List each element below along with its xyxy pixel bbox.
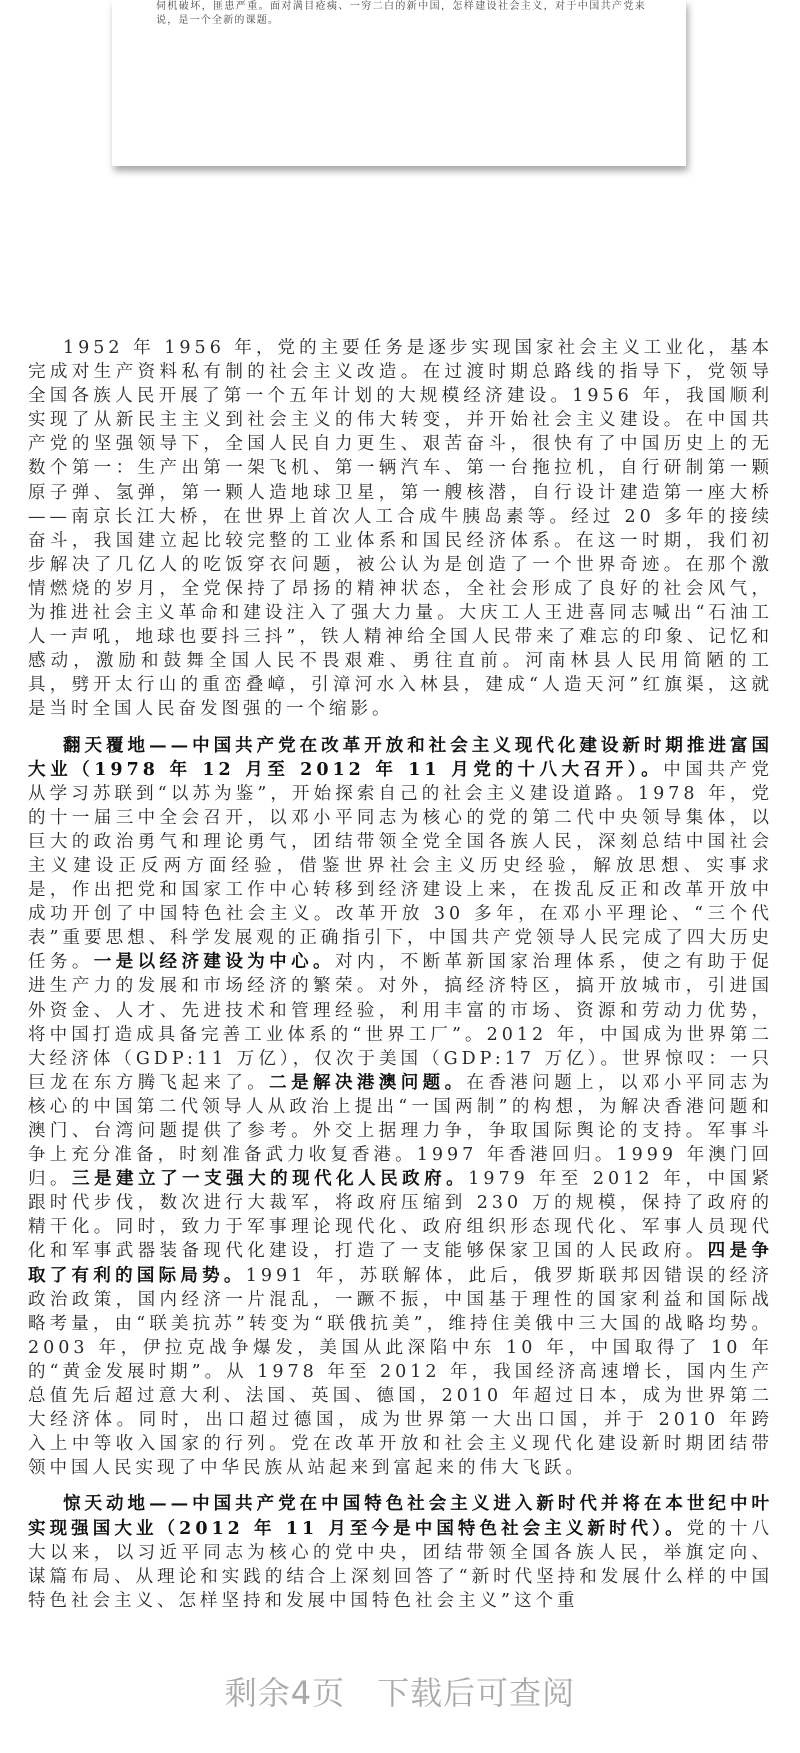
download-action-label: 下载后可查阅 bbox=[377, 1673, 576, 1712]
paragraph-text: 中国共产党从学习苏联到“以苏为鉴”，开始探索自己的社会主义建设道路。1978 年，党的十一届三中全会召开，以邓小平同志为核心的党的第二代中央领导集体，以巨大的政治勇气和理论勇气，团结带领全党全国各族人民，深刻总结中国社会主义建设正反两方面经验，借鉴世界社会主义历史经验，解放思想、实事求是，作出把党和国家工作中心转移到经济建设上来，在拨乱反正和改革开放中成功开创了中国特色社会主义。改革开放 30 多年，在邓小平理论、“三个代表”重要思想、科学发展观的正确指引下，中国共产党领导人民完成了四大历史任务。 bbox=[28, 759, 774, 973]
task-heading-3: 三是建立了一支强大的现代化人民政府。 bbox=[72, 1169, 469, 1190]
paragraph-text: 1991 年，苏联解体，此后，俄罗斯联邦因错误的经济政治政策，国内经济一片混乱，一蹶不振，中国基于理性的国家利益和国际战略考量，由“联美抗苏”转变为“联俄抗美”，维持住美俄中三大国的战略均势。2003 年，伊拉克战争爆发，美国从此深陷中东 10 年，中国取得了 10 年的“黄金发展时期”。从 1978 年至 2012 年，我国经济高速增长，国内生产总值先后超过意大利、法国、英国、德国，2010 年超过日本，成为世界第二大经济体。同时，出口超过德国，成为世界第一大出口国，并于 2010 年跨入上中等收入国家的行列。党在改革开放和社会主义现代化建设新时期团结带领中国人民实现了中华民族从站起来到富起来的伟大飞跃。 bbox=[28, 1265, 773, 1479]
paragraph-text: 1952 年 1956 年，党的主要任务是逐步实现国家社会主义工业化，基本完成对生产资料私有制的社会主义改造。在过渡时期总路线的指导下，党领导全国各族人民开展了第一个五年计划的大规模经济建设。1956 年，我国顺利实现了从新民主主义到社会主义的伟大转变，并开始社会主义建设。在中国共产党的坚强领导下，全国人民自力更生、艰苦奋斗，很快有了中国历史上的无数个第一：生产出第一架飞机、第一辆汽车、第一台拖拉机，自行研制第一颗原子弹、氢弹，第一颗人造地球卫星，第一艘核潜，自行设计建造第一座大桥——南京长江大桥，在世界上首次人工合成牛胰岛素等。经过 20 多年的接续奋斗，我国建立起比较完整的工业体系和国民经济体系。在这一时期，我们初步解决了几亿人的吃饭穿衣问题，被公认为是创造了一个世界奇迹。在那个激情燃烧的岁月，全党保持了昂扬的精神状态，全社会形成了良好的社会风气，为推进社会主义革命和建设注入了强大力量。大庆工人王进喜同志喊出“石油工人一声吼，地球也要抖三抖”，铁人精神给全国人民带来了难忘的印象、记忆和感动，激励和鼓舞全国人民不畏艰难、勇往直前。河南林县人民用简陋的工具，劈开太行山的重峦叠嶂，引漳河水入林县，建成“人造天河”红旗渠，这就是当时全国人民奋发图强的一个缩影。 bbox=[28, 338, 773, 720]
paragraph-text: 1979 年至 2012 年，中国紧跟时代步伐，数次进行大裁军，将政府压缩到 230 万的规模，保持了政府的精干化。同时，致力于军事理论现代化、政府组织形态现代化、军事人员现代化和军事武器装备现代化建设，打造了一支能够保家卫国的人民政府。 bbox=[28, 1169, 774, 1262]
paragraph-text: 对内，不断革新国家治理体系，使之有助于促进生产力的发展和市场经济的繁荣。对外，搞经济特区，搞开放城市，引进国外资金、人才、先进技术和管理经验，利用丰富的市场、资源和劳动力优势，将中国打造成具备完善工业体系的“世界工厂”。2012 年，中国成为世界第二大经济体（GDP:11 万亿），仅次于美国（GDP:17 万亿）。世界惊叹：一只巨龙在东方腾飞起来了。 bbox=[28, 952, 774, 1093]
paragraph-text: 在香港问题上，以邓小平同志为核心的中国第二代领导人从政治上提出“一国两制”的构想，为解决香港问题和澳门、台湾问题提供了参考。外交上据理力争，争取国际舆论的支持。军事斗争上充分准备，时刻准备武力收复香港。1997 年香港回归。1999 年澳门回归。 bbox=[28, 1072, 774, 1190]
remaining-pages-label: 剩余4页 bbox=[224, 1673, 346, 1712]
paragraph-text: 党的十八大以来，以习近平同志为核心的党中央，团结带领全国各族人民，举旗定向、谋篇布局、从理论和实践的结合上深刻回答了“新时代坚持和发展什么样的中国特色社会主义、怎样坚持和发展中国特色社会主义”这个重 bbox=[28, 1518, 773, 1611]
document-paragraph-2 bbox=[28, 734, 773, 1481]
document-paragraph-1 bbox=[28, 336, 773, 722]
section-heading: 惊天动地——中国共产党在中国特色社会主义进入新时代并将在本世纪中叶实现强国大业（2012 年 11 月至今是中国特色社会主义新时代）。 bbox=[28, 1494, 773, 1539]
document-body bbox=[28, 336, 773, 1613]
section-heading: 翻天覆地——中国共产党在改革开放和社会主义现代化建设新时期推进富国大业（1978 年 12 月至 2012 年 11 月党的十八大召开）。 bbox=[28, 735, 773, 780]
task-heading-4: 四是争取了有利的国际局势。 bbox=[28, 1241, 774, 1286]
task-heading-2: 二是解决港澳问题。 bbox=[269, 1072, 467, 1093]
download-to-read-more-button[interactable] bbox=[0, 1673, 800, 1753]
task-heading-1: 一是以经济建设为中心。 bbox=[93, 952, 335, 973]
previous-page-preview bbox=[112, 0, 686, 166]
document-paragraph-3 bbox=[28, 1492, 773, 1612]
previous-page-text: 伺机破坏，匪患严重。面对满目疮痍、一穷二白的新中国，怎样建设社会主义，对于中国共产党来说，是一个全新的课题。 bbox=[156, 1, 646, 26]
